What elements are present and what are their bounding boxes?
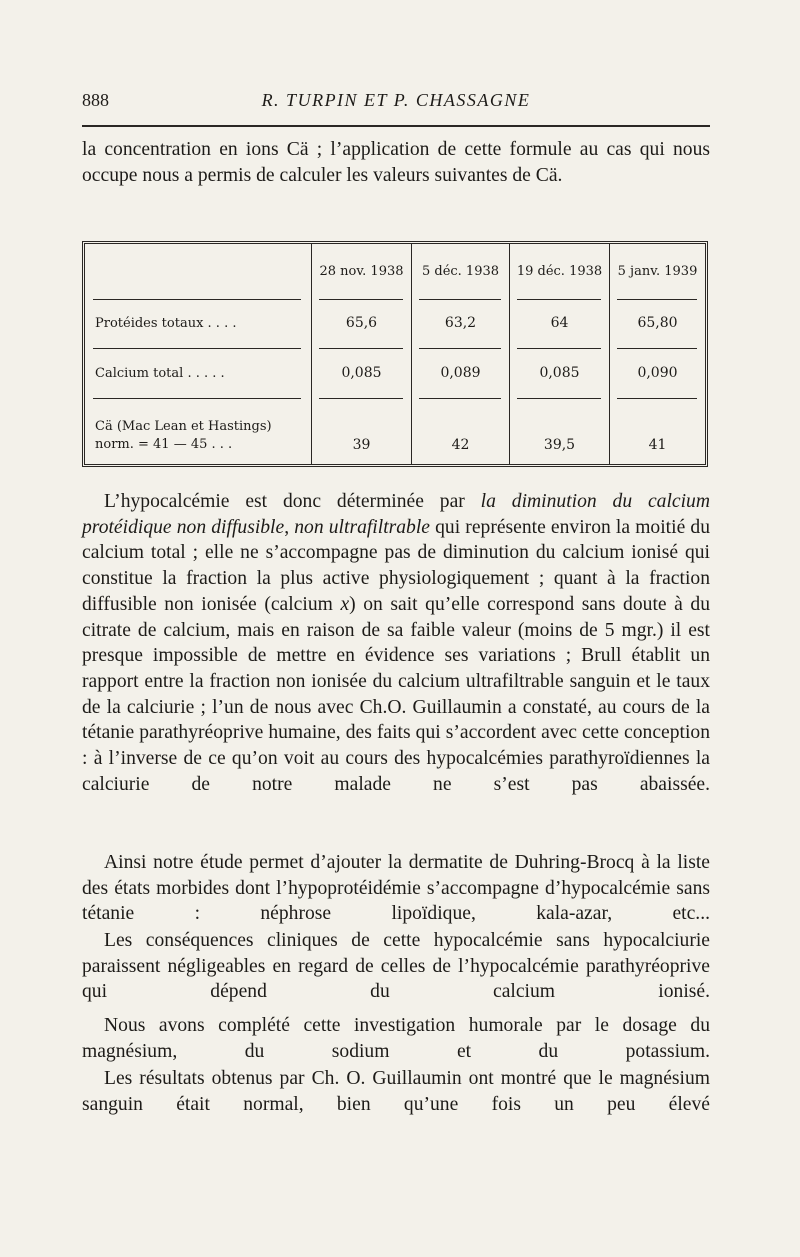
table-cell: 39 (352, 437, 371, 453)
table-row-rule (319, 398, 403, 399)
text-run: , (284, 516, 295, 538)
table-cell: 65,80 (637, 315, 678, 331)
emphasis: la diminution du calcium protéidique non diffusible (82, 491, 711, 538)
body-paragraph: Les résultats obtenus par Ch. O. Guillaumin ont montré que le magnésium sanguin était normal, bien qu’une fois un peu élevé (82, 1068, 710, 1115)
table-cell: 0,090 (637, 365, 678, 381)
table-row-rule (419, 348, 501, 349)
row-label: Calcium total . . . . . (95, 366, 225, 381)
emphasis: x (340, 593, 350, 615)
row-label: Protéides totaux . . . . (95, 316, 237, 331)
table-row-rule (93, 299, 301, 300)
header-rule (82, 125, 710, 127)
table-cell: 42 (451, 437, 470, 453)
intro-paragraph: la concentration en ions Cä ; l’application de cette formule au cas qui nous occupe nous a permis de calculer les valeurs suivantes de Cä. (82, 139, 710, 186)
page-header (82, 90, 710, 120)
row-label-line1: Cä (Mac Lean et Hastings) (95, 419, 272, 434)
table-row-rule (93, 348, 301, 349)
table-row-rule (319, 348, 403, 349)
body-paragraph (82, 489, 710, 797)
emphasis: non ultrafiltrable (294, 516, 430, 538)
calcium-table (82, 241, 708, 467)
running-head: R. TURPIN ET P. CHASSAGNE (261, 90, 531, 110)
body-paragraph: Les conséquences cliniques de cette hypocalcémie sans hypocalciurie paraissent négligeables en regard de celles de l’hypocalcémie parathyréoprive qui dépend du calcium ionisé. (82, 930, 710, 1003)
column-header: 5 déc. 1938 (421, 264, 500, 279)
text-run: qui représente environ la moitié du calcium total ; elle ne s’accompagne pas de diminution du calcium ionisé qui constitue la fraction la plus active physiologiquement ; quant à la fraction diffusible non ionisée (calcium (82, 516, 710, 615)
table-row-rule (419, 299, 501, 300)
table-row-rule (617, 398, 697, 399)
table-row-rule (617, 348, 697, 349)
table-cell: 39,5 (543, 437, 576, 453)
column-header: 28 nov. 1938 (319, 264, 404, 279)
text-run: L’hypocalcémie est donc déterminée par (104, 491, 481, 512)
column-header: 5 janv. 1939 (617, 264, 698, 279)
column-header: 19 déc. 1938 (516, 264, 603, 279)
table-cell: 63,2 (444, 315, 477, 331)
table-row-rule (517, 398, 601, 399)
table-cell: 41 (648, 437, 667, 453)
table-cell: 0,089 (440, 365, 481, 381)
body-paragraph: Nous avons complété cette investigation humorale par le dosage du magnésium, du sodium et du potassium. (82, 1015, 710, 1062)
table-row-rule (517, 348, 601, 349)
text-run: ) on sait qu’elle correspond sans doute à du citrate de calcium, mais en raison de sa faible valeur (moins de 5 mgr.) il est presque impossible de mettre en évidence ses variations ; Brull établit un rapport entre la fraction non ionisée du calcium ultrafiltrable sanguin et le taux de la calciurie ; l’un de nous avec Ch.O. Guillaumin a constaté, au cours de la tétanie parathyréoprive humaine, des faits qui s’accordent avec cette conception : à l’inverse de ce qu’on voit au cours des hypocalcémies parathyroïdiennes la calciurie de notre malade ne s’est pas abaissée. (82, 593, 710, 795)
body-paragraph: Ainsi notre étude permet d’ajouter la dermatite de Duhring-Brocq à la liste des états morbides dont l’hypoprotéidémie s’accompagne d’hypocalcémie sans tétanie : néphrose lipoïdique, kala-azar, etc... (82, 852, 710, 925)
page-number: 888 (82, 90, 109, 110)
table-cell: 64 (550, 315, 569, 331)
table-cell: 65,6 (345, 315, 378, 331)
table-cell: 0,085 (341, 365, 382, 381)
table-cell: 0,085 (539, 365, 580, 381)
row-label-line2: norm. = 41 — 45 . . . (95, 437, 233, 452)
table-row-rule (517, 299, 601, 300)
table-row-rule (419, 398, 501, 399)
table-row-rule (617, 299, 697, 300)
table-row-rule (319, 299, 403, 300)
table-row-rule (93, 398, 301, 399)
